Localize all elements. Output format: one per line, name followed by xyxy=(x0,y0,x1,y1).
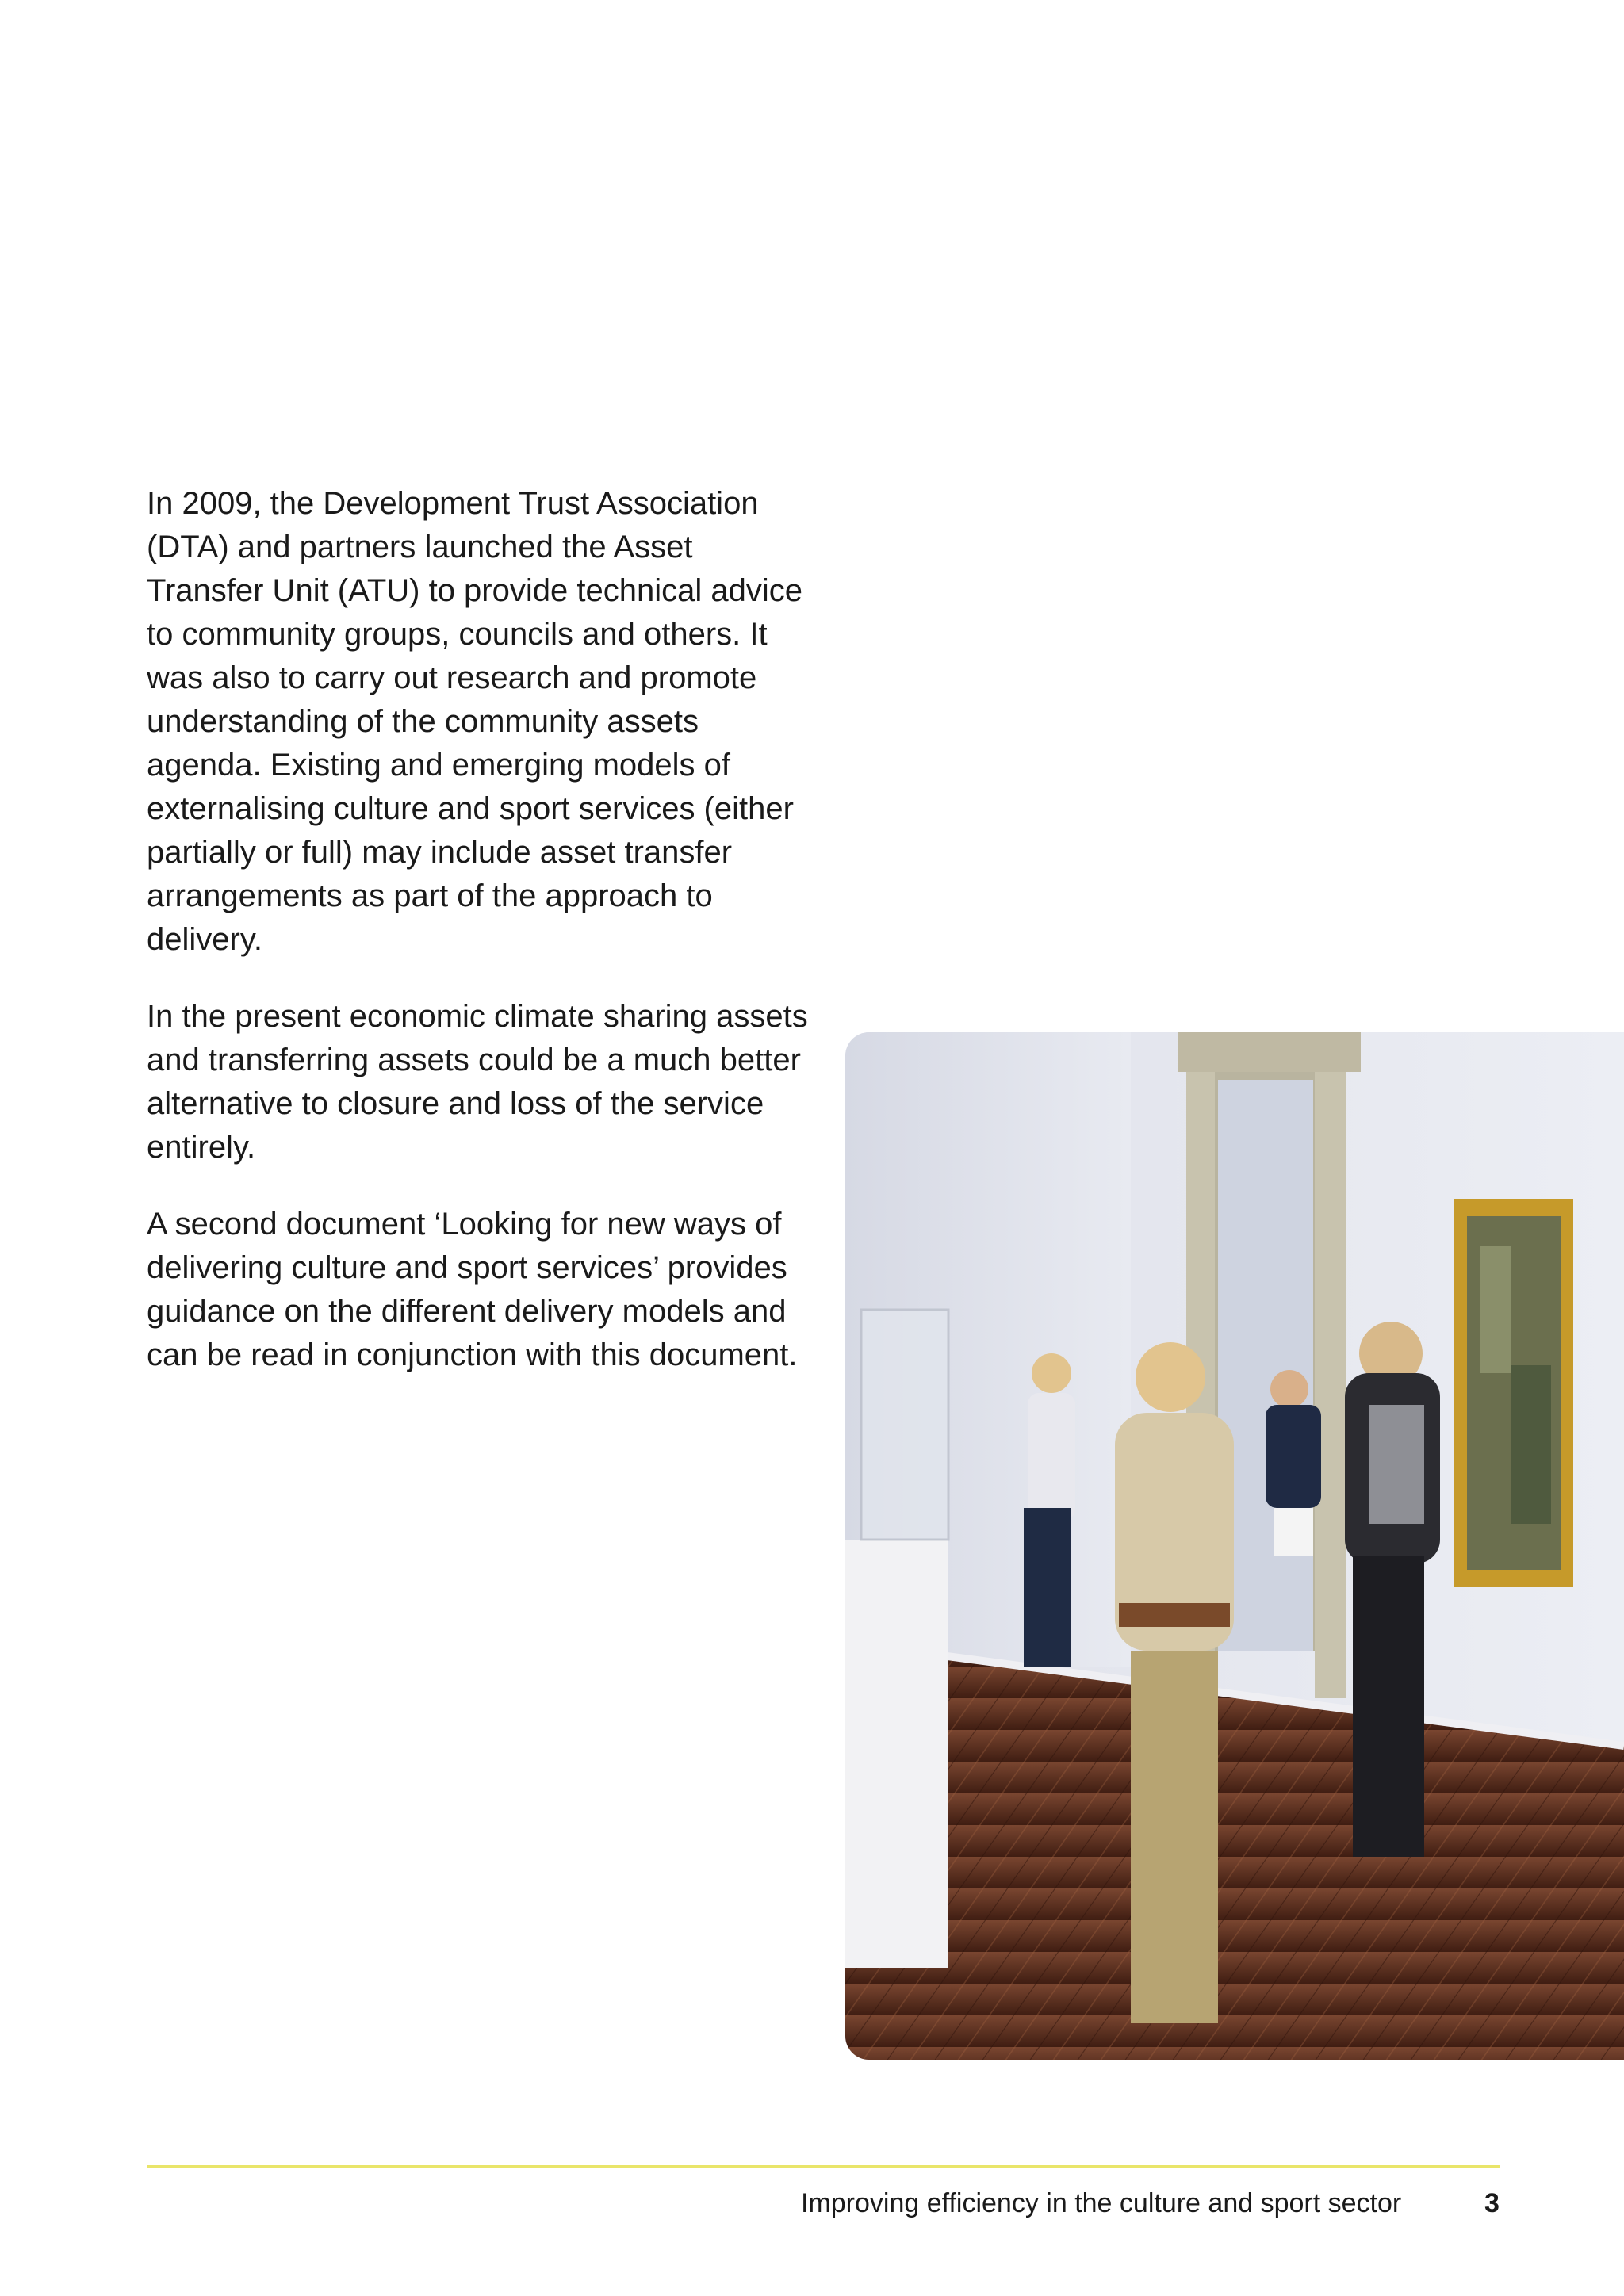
paragraph-2: In the present economic climate sharing assets and transferring assets could be a much better alternative to closure and loss of the service entirely. xyxy=(147,999,808,1165)
body-text xyxy=(147,482,813,1410)
footer-title: Improving efficiency in the culture and sport sector xyxy=(801,2188,1402,2218)
paragraph-3: A second document ‘Looking for new ways of delivering culture and sport services’ provides guidance on the different delivery models and can be read in conjunction with this document. xyxy=(147,1207,798,1372)
page-number: 3 xyxy=(1484,2188,1500,2218)
gallery-photo xyxy=(845,1032,1624,2060)
footer-rule xyxy=(147,2165,1500,2168)
paragraph-1: In 2009, the Development Trust Association (DTA) and partners launched the Asset Transfer Unit (ATU) to provide technical advice to community groups, councils and others. It was also to carry out research and promote understanding of the community assets agenda. Existing and emerging models of externalising culture and sport services (either partially or full) may include asset transfer arrangements as part of the approach to delivery. xyxy=(147,486,802,957)
